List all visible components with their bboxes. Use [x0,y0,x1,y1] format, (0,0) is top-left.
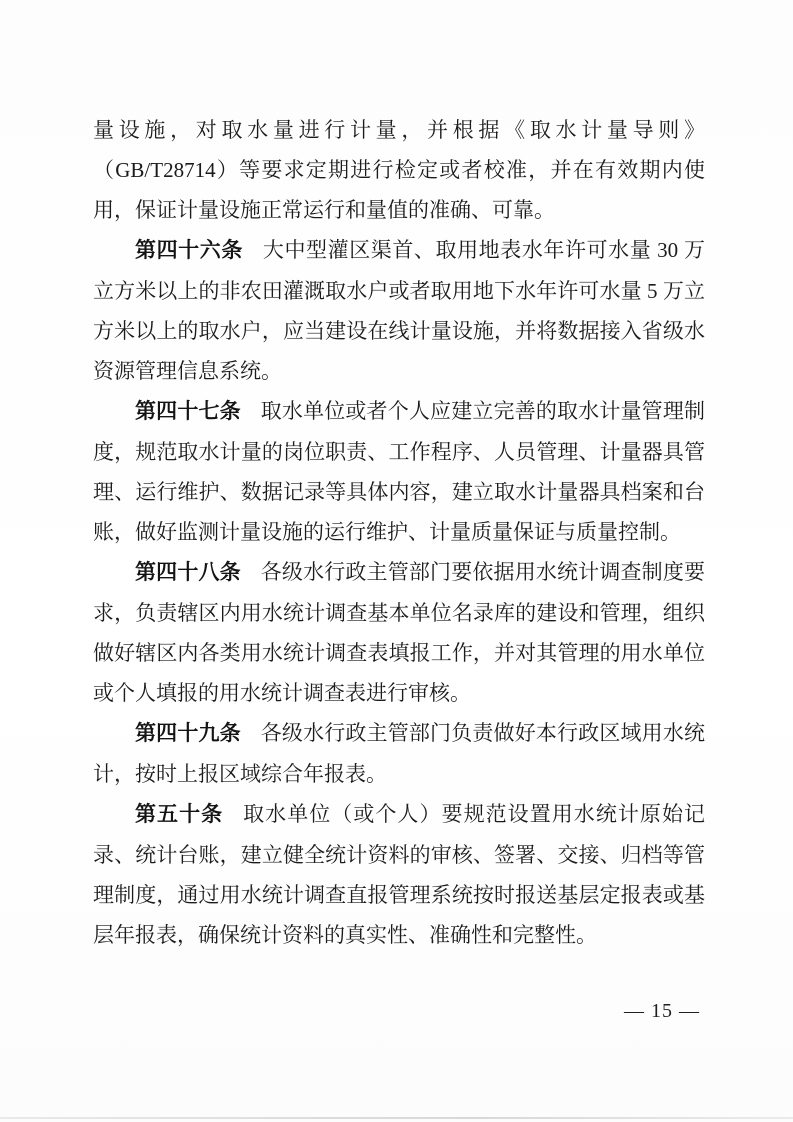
paragraph-article-49 [93,713,705,794]
article-49-text: 各级水行政主管部门负责做好本行政区域用水统计，按时上报区域综合年报表。 [93,721,705,786]
paragraph-article-46 [93,230,705,391]
paragraph-article-50 [93,794,705,955]
document-body-text [93,110,705,955]
paragraph-continuation [93,110,705,230]
article-47-number: 第四十七条 [135,400,241,423]
article-49-number: 第四十九条 [135,722,241,745]
page-number: — 15 — [624,1000,700,1022]
article-50-text: 取水单位（或个人）要规范设置用水统计原始记录、统计台账，建立健全统计资料的审核、签署、交接、归档等管理制度，通过用水统计调查直报管理系统按时报送基层定报表或基层年报表，确保统计资料的真实性、准确性和完整性。 [93,802,706,947]
article-50-number: 第五十条 [135,803,224,826]
scan-bottom-edge-line [0,1117,793,1119]
article-48-number: 第四十八条 [135,561,241,584]
article-47-text: 取水单位或者个人应建立完善的取水计量管理制度，规范取水计量的岗位职责、工作程序、人员管理、计量器具管理、运行维护、数据记录等具体内容，建立取水计量器具档案和台账，做好监测计量设施的运行维护、计量质量保证与质量控制。 [93,399,705,544]
article-46-number: 第四十六条 [135,239,243,262]
paragraph-article-47 [93,391,705,552]
article-46-text: 大中型灌区渠首、取用地表水年许可水量 30 万立方米以上的非农田灌溉取水户或者取用地下水年许可水量 5 万立方米以上的取水户，应当建设在线计量设施，并将数据接入省级水资源管理信息系统。 [93,238,706,383]
paragraph-article-48 [93,552,705,713]
article-48-text: 各级水行政主管部门要依据用水统计调查制度要求，负责辖区内用水统计调查基本单位名录库的建设和管理，组织做好辖区内各类用水统计调查表填报工作，并对其管理的用水单位或个人填报的用水统计调查表进行审核。 [93,560,705,705]
paragraph-text: 量设施，对取水量进行计量，并根据《取水计量导则》（GB/T28714）等要求定期进行检定或者校准，并在有效期内使用，保证计量设施正常运行和量值的准确、可靠。 [93,118,705,222]
